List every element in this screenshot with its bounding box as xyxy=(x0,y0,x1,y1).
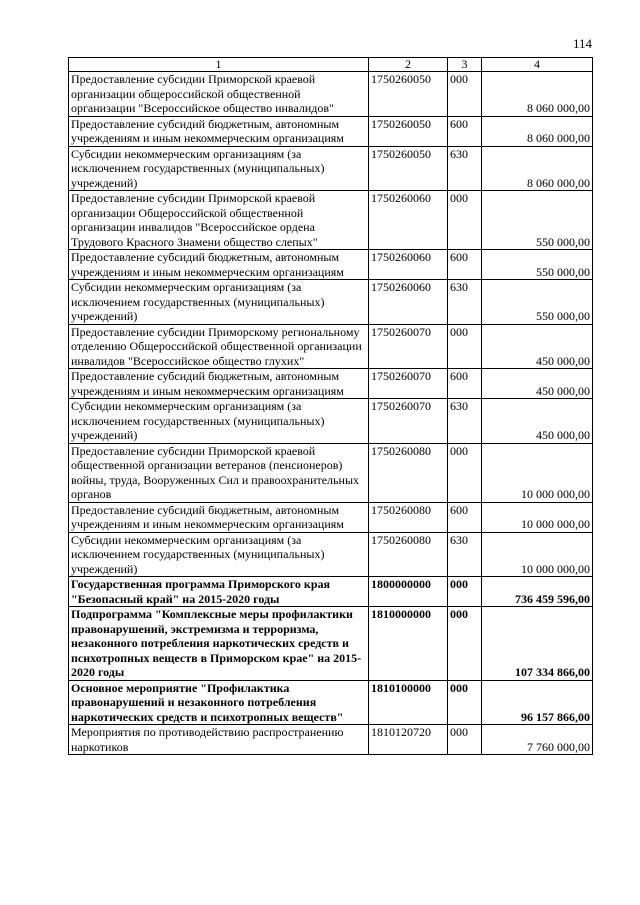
row-type: 000 xyxy=(448,680,482,725)
row-amount: 450 000,00 xyxy=(482,369,593,399)
row-amount: 550 000,00 xyxy=(482,191,593,250)
row-code: 1750260070 xyxy=(369,324,448,369)
table-row xyxy=(69,191,593,250)
table-row xyxy=(69,443,593,502)
table-row xyxy=(69,324,593,369)
table-header-row xyxy=(69,58,593,72)
row-amount: 10 000 000,00 xyxy=(482,532,593,577)
row-code: 1810120720 xyxy=(369,725,448,755)
row-amount: 7 760 000,00 xyxy=(482,725,593,755)
row-type: 000 xyxy=(448,191,482,250)
row-code: 1800000000 xyxy=(369,577,448,607)
row-type: 600 xyxy=(448,250,482,280)
header-col-4: 4 xyxy=(482,58,593,72)
budget-table xyxy=(68,57,593,755)
row-type: 630 xyxy=(448,280,482,325)
row-name: Субсидии некоммерческим организациям (за исключением государственных (муниципальных) учреждений) xyxy=(69,532,369,577)
header-col-1: 1 xyxy=(69,58,369,72)
table-row xyxy=(69,680,593,725)
row-amount: 10 000 000,00 xyxy=(482,443,593,502)
table-row xyxy=(69,502,593,532)
row-type: 600 xyxy=(448,502,482,532)
row-name: Предоставление субсидий бюджетным, автономным учреждениям и иным некоммерческим организациям xyxy=(69,369,369,399)
row-type: 000 xyxy=(448,577,482,607)
row-name: Основное мероприятие "Профилактика правонарушений и незаконного потребления наркотических средств и психотропных веществ" xyxy=(69,680,369,725)
row-amount: 450 000,00 xyxy=(482,324,593,369)
row-type: 000 xyxy=(448,725,482,755)
row-name: Предоставление субсидий бюджетным, автономным учреждениям и иным некоммерческим организациям xyxy=(69,116,369,146)
row-amount: 8 060 000,00 xyxy=(482,72,593,117)
row-name: Предоставление субсидии Приморской краевой общественной организации ветеранов (пенсионеров) войны, труда, Вооруженных Сил и правоохранительных органов xyxy=(69,443,369,502)
row-type: 000 xyxy=(448,607,482,681)
row-type: 000 xyxy=(448,324,482,369)
row-name: Предоставление субсидии Приморской краевой организации Общероссийской общественной организации инвалидов "Всероссийское ордена Трудового Красного Знамени общество слепых" xyxy=(69,191,369,250)
table-row xyxy=(69,116,593,146)
row-type: 600 xyxy=(448,116,482,146)
row-type: 000 xyxy=(448,443,482,502)
row-code: 1750260070 xyxy=(369,399,448,444)
row-type: 600 xyxy=(448,369,482,399)
row-code: 1750260080 xyxy=(369,502,448,532)
row-amount: 8 060 000,00 xyxy=(482,146,593,191)
table-row xyxy=(69,146,593,191)
row-code: 1750260050 xyxy=(369,72,448,117)
row-code: 1810100000 xyxy=(369,680,448,725)
row-name: Подпрограмма "Комплексные меры профилактики правонарушений, экстремизма и терроризма, незаконного потребления наркотических средств и психотропных веществ в Приморском крае" на 2015-2020 годы xyxy=(69,607,369,681)
row-amount: 450 000,00 xyxy=(482,399,593,444)
table-row xyxy=(69,250,593,280)
table-row xyxy=(69,399,593,444)
header-col-3: 3 xyxy=(448,58,482,72)
row-name: Субсидии некоммерческим организациям (за исключением государственных (муниципальных) учреждений) xyxy=(69,280,369,325)
row-code: 1750260060 xyxy=(369,280,448,325)
table-row xyxy=(69,72,593,117)
row-type: 630 xyxy=(448,399,482,444)
row-name: Предоставление субсидий бюджетным, автономным учреждениям и иным некоммерческим организациям xyxy=(69,502,369,532)
row-amount: 10 000 000,00 xyxy=(482,502,593,532)
table-row xyxy=(69,532,593,577)
row-code: 1750260060 xyxy=(369,191,448,250)
table-row xyxy=(69,577,593,607)
row-name: Предоставление субсидии Приморскому региональному отделению Общероссийской общественной организации инвалидов "Всероссийское общество глухих" xyxy=(69,324,369,369)
row-code: 1750260080 xyxy=(369,532,448,577)
row-name: Государственная программа Приморского края "Безопасный край" на 2015-2020 годы xyxy=(69,577,369,607)
row-amount: 550 000,00 xyxy=(482,280,593,325)
row-code: 1750260070 xyxy=(369,369,448,399)
row-code: 1750260050 xyxy=(369,116,448,146)
table-row xyxy=(69,725,593,755)
row-type: 630 xyxy=(448,146,482,191)
row-code: 1750260080 xyxy=(369,443,448,502)
row-name: Мероприятия по противодействию распространению наркотиков xyxy=(69,725,369,755)
row-amount: 8 060 000,00 xyxy=(482,116,593,146)
row-name: Субсидии некоммерческим организациям (за исключением государственных (муниципальных) учреждений) xyxy=(69,399,369,444)
table-row xyxy=(69,280,593,325)
row-type: 630 xyxy=(448,532,482,577)
header-col-2: 2 xyxy=(369,58,448,72)
row-amount: 736 459 596,00 xyxy=(482,577,593,607)
table-row xyxy=(69,607,593,681)
row-code: 1750260050 xyxy=(369,146,448,191)
row-amount: 96 157 866,00 xyxy=(482,680,593,725)
row-amount: 107 334 866,00 xyxy=(482,607,593,681)
row-type: 000 xyxy=(448,72,482,117)
row-name: Предоставление субсидий бюджетным, автономным учреждениям и иным некоммерческим организациям xyxy=(69,250,369,280)
row-name: Предоставление субсидии Приморской краевой организации общероссийской общественной организации "Всероссийское общество инвалидов" xyxy=(69,72,369,117)
page-number: 114 xyxy=(572,36,592,51)
row-name: Субсидии некоммерческим организациям (за исключением государственных (муниципальных) учреждений) xyxy=(69,146,369,191)
row-amount: 550 000,00 xyxy=(482,250,593,280)
table-row xyxy=(69,369,593,399)
row-code: 1810000000 xyxy=(369,607,448,681)
row-code: 1750260060 xyxy=(369,250,448,280)
